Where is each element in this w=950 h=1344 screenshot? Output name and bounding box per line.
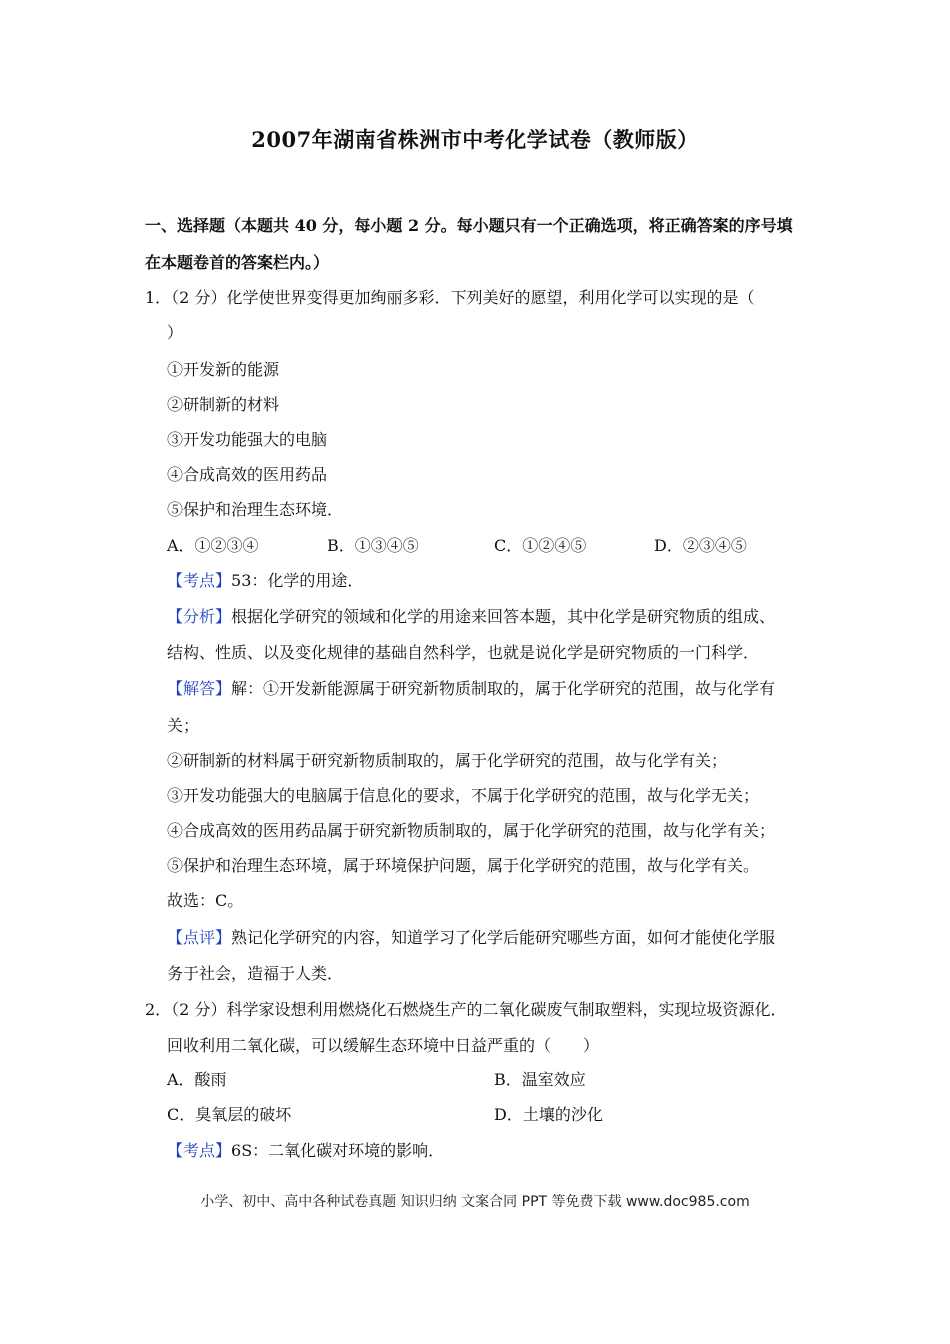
q1-item: ③开发功能强大的电脑 bbox=[167, 430, 328, 449]
jieda-tag: 【解答】 bbox=[167, 679, 232, 698]
q1-stem-line2: ） bbox=[167, 323, 184, 342]
q1-item: ⑤保护和治理生态环境． bbox=[167, 500, 344, 519]
dianping-tag: 【点评】 bbox=[167, 928, 232, 947]
page-title: 2007年湖南省株洲市中考化学试卷（教师版） bbox=[251, 127, 699, 152]
q1-stem-line1: 1．（2 分）化学使世界变得更加绚丽多彩．下列美好的愿望，利用化学可以实现的是（ bbox=[145, 288, 755, 307]
q2-option-a: A．酸雨 bbox=[167, 1070, 227, 1089]
jieda-text: 解：①开发新能源属于研究新物质制取的，属于化学研究的范围，故与化学有 bbox=[231, 679, 776, 698]
q1-jieda-line1 bbox=[167, 679, 775, 699]
q1-jieda-line2: 关； bbox=[167, 716, 200, 735]
q2-option-b: B．温室效应 bbox=[494, 1070, 586, 1089]
kaodian-tag: 【考点】 bbox=[167, 1141, 232, 1160]
q2-option-c: C．臭氧层的破坏 bbox=[167, 1105, 292, 1124]
q2-stem-line1: 2．（2 分）科学家设想利用燃烧化石燃烧生产的二氧化碳废气制取塑料，实现垃圾资源化． bbox=[145, 1000, 787, 1019]
kaodian-tag: 【考点】 bbox=[167, 571, 232, 590]
fenxi-text: 根据化学研究的领域和化学的用途来回答本题，其中化学是研究物质的组成、 bbox=[231, 607, 776, 626]
q1-option-a: A．①②③④ bbox=[167, 536, 259, 555]
q1-option-c: C．①②④⑤ bbox=[494, 536, 587, 555]
section-heading-line2: 在本题卷首的答案栏内。） bbox=[145, 253, 330, 272]
kaodian-text: 6S：二氧化碳对环境的影响． bbox=[231, 1141, 445, 1160]
q1-option-b: B．①③④⑤ bbox=[327, 536, 419, 555]
q1-jieda-detail: ④合成高效的医用药品属于研究新物质制取的，属于化学研究的范围，故与化学有关； bbox=[167, 821, 776, 840]
q1-jieda-answer: 故选：C。 bbox=[167, 891, 244, 910]
page-footer: 小学、初中、高中各种试卷真题 知识归纳 文案合同 PPT 等免费下载 www.doc985.com bbox=[200, 1194, 750, 1210]
q1-item: ①开发新的能源 bbox=[167, 360, 280, 379]
q1-option-d: D．②③④⑤ bbox=[654, 536, 747, 555]
kaodian-text: 53：化学的用途． bbox=[231, 571, 364, 590]
q1-item: ②研制新的材料 bbox=[167, 395, 280, 414]
q1-jieda-detail: ⑤保护和治理生态环境，属于环境保护问题，属于化学研究的范围，故与化学有关。 bbox=[167, 856, 760, 875]
q1-item: ④合成高效的医用药品 bbox=[167, 465, 328, 484]
q2-option-d: D．土壤的沙化 bbox=[494, 1105, 603, 1124]
q1-jieda-detail: ②研制新的材料属于研究新物质制取的，属于化学研究的范围，故与化学有关； bbox=[167, 751, 728, 770]
q1-jieda-detail: ③开发功能强大的电脑属于信息化的要求，不属于化学研究的范围，故与化学无关； bbox=[167, 786, 760, 805]
q1-kaodian bbox=[167, 571, 363, 591]
dianping-text: 熟记化学研究的内容，知道学习了化学后能研究哪些方面，如何才能使化学服 bbox=[231, 928, 776, 947]
fenxi-tag: 【分析】 bbox=[167, 607, 232, 626]
q1-dianping-line1 bbox=[167, 928, 775, 948]
q1-fenxi-line2: 结构、性质、以及变化规律的基础自然科学，也就是说化学是研究物质的一门科学． bbox=[167, 643, 760, 662]
q2-kaodian bbox=[167, 1141, 444, 1161]
q1-dianping-line2: 务于社会，造福于人类． bbox=[167, 964, 344, 983]
q2-stem-line2: 回收利用二氧化碳，可以缓解生态环境中日益严重的（ ） bbox=[167, 1036, 600, 1055]
q1-fenxi-line1 bbox=[167, 607, 775, 627]
section-heading-line1: 一、选择题（本题共 40 分，每小题 2 分。每小题只有一个正确选项，将正确答案的序号填 bbox=[145, 216, 793, 235]
